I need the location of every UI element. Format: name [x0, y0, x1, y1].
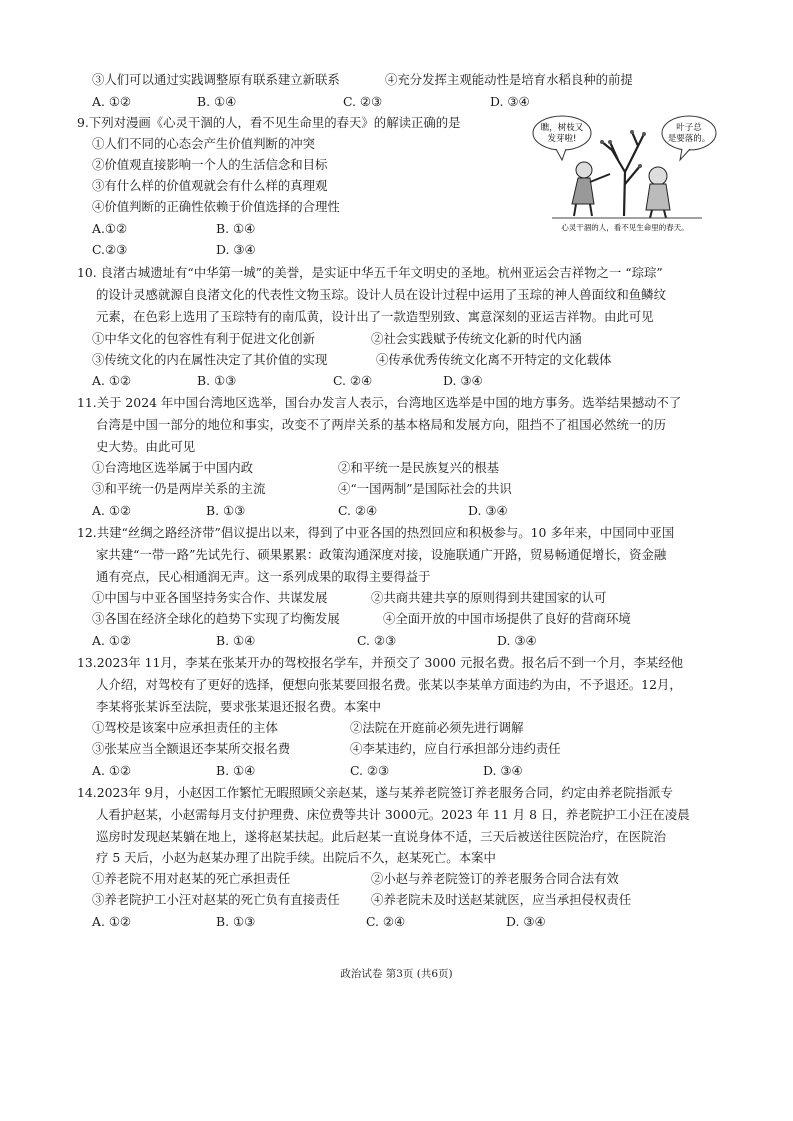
q8-option-3: ③人们可以通过实践调整原有联系建立新联系 — [92, 72, 340, 87]
q13-option-4: ④李某违约，应自行承担部分违约责任 — [350, 741, 561, 756]
q10-stem-line3: 元素，在色彩上选用了玉琮特有的南瓜黄，设计出了一款造型别致、寓意深刻的亚运吉祥物。由此可见 — [96, 309, 654, 324]
q14-option-4: ④养老院未及时送赵某就医，应当承担侵权责任 — [371, 892, 632, 907]
q9-stem: 9.下列对漫画《心灵干涸的人，看不见生命里的春天》的解读正确的是 — [77, 115, 461, 130]
q8-answer-c: C. ②③ — [343, 94, 383, 109]
q13-answer-a: A. ①② — [92, 763, 132, 778]
q10-answer-a: A. ①② — [92, 373, 132, 388]
q9-option-4: ④价值判断的正确性依赖于价值选择的合理性 — [92, 199, 340, 214]
q9-option-1: ①人们不同的心态会产生价值判断的冲突 — [92, 136, 316, 151]
q12-stem-line1: 12.共建“丝绸之路经济带”倡议提出以来，得到了中亚各国的热烈回应和积极参与。10 多年来，中国同中亚国 — [77, 525, 675, 540]
q13-answer-b: B. ①④ — [216, 763, 256, 778]
q11-answer-c: C. ②④ — [338, 503, 378, 518]
q10-stem-line1: 10. 良渚古城遗址有“中华第一城”的美誉，是实证中华五千年文明史的圣地。杭州亚运会吉祥物之一 “琮琮” — [77, 265, 663, 280]
q8-answer-b: B. ①④ — [197, 94, 237, 109]
q11-option-4: ④“一国两制”是国际社会的共识 — [338, 481, 512, 496]
q14-option-1: ①养老院不用对赵某的死亡承担责任 — [92, 871, 291, 886]
q11-option-2: ②和平统一是民族复兴的根基 — [338, 460, 500, 475]
q12-answer-b: B. ①④ — [216, 633, 256, 648]
q9-cartoon — [532, 112, 718, 234]
q12-answer-a: A. ①② — [92, 633, 132, 648]
q9-option-2: ②价值观直接影响一个人的生活信念和目标 — [92, 157, 328, 172]
q11-stem-line2: 台湾是中国一部分的地位和事实，改变不了两岸关系的基本格局和发展方向，阻挡不了祖国必然统一的历 — [96, 417, 666, 432]
q12-answer-c: C. ②③ — [357, 633, 397, 648]
q9-answer-c: C.②③ — [92, 242, 128, 257]
q10-answer-c: C. ②④ — [333, 373, 373, 388]
q13-option-1: ①驾校是该案中应承担责任的主体 — [92, 720, 278, 735]
q12-stem-line3: 通有亮点，民心相通润无声。这一系列成果的取得主要得益于 — [96, 569, 431, 584]
q13-answer-d: D. ③④ — [483, 763, 523, 778]
q10-option-2: ②社会实践赋予传统文化新的时代内涵 — [371, 331, 582, 346]
q14-stem-line2: 人看护赵某，小赵需每月支付护理费、床位费等共计 3000元。2023 年 11 月 8 日，养老院护工小汪在凌晨 — [96, 807, 690, 822]
q14-stem-line3: 巡房时发现赵某躺在地上，遂将赵某扶起。此后赵某一直说身体不适，三天后被送往医院治疗，在医院治 — [96, 829, 666, 844]
q13-answer-c: C. ②③ — [350, 763, 390, 778]
q13-stem-line3: 李某将张某诉至法院，要求张某退还报名费。本案中 — [96, 699, 381, 714]
q12-answer-d: D. ③④ — [497, 633, 537, 648]
q12-option-1: ①中国与中亚各国坚持务实合作、共谋发展 — [92, 590, 328, 605]
bubble-left-line1: 瞧，树枝又 — [540, 123, 584, 133]
cartoon-drawing — [532, 112, 718, 234]
q14-answer-c: C. ②④ — [366, 914, 406, 929]
q11-answer-b: B. ①③ — [206, 503, 246, 518]
q14-option-3: ③养老院护工小汪对赵某的死亡负有直接责任 — [92, 892, 340, 907]
q11-answer-d: D. ③④ — [468, 503, 508, 518]
bubble-left-line2: 发芽啦! — [547, 134, 577, 144]
q13-option-3: ③张某应当全额退还李某所交报名费 — [92, 741, 291, 756]
q12-option-2: ②共商共建共享的原则得到共建国家的认可 — [371, 590, 607, 605]
bubble-right-line1: 叶子总 — [676, 123, 702, 133]
page-footer: 政治试卷 第3页 (共6页) — [340, 968, 453, 980]
q8-option-4: ④充分发挥主观能动性是培育水稻良种的前提 — [385, 72, 633, 87]
q10-answer-b: B. ①③ — [197, 373, 237, 388]
q8-answer-a: A. ①② — [92, 94, 132, 109]
q10-option-3: ③传统文化的内在属性决定了其价值的实现 — [92, 352, 328, 367]
q14-stem-line1: 14.2023年 9月，小赵因工作繁忙无暇照顾父亲赵某，遂与某养老院签订养老服务合同，约定由养老院指派专 — [77, 785, 673, 800]
q12-stem-line2: 家共建“一带一路”先试先行、硕果累累：政策沟通深度对接，设施联通广开路，贸易畅通促增长，资金融 — [96, 547, 667, 562]
q14-answer-a: A. ①② — [92, 914, 132, 929]
q14-answer-d: D. ③④ — [506, 914, 546, 929]
cartoon-caption: 心灵干涸的人，看不见生命里的春天。 — [561, 223, 689, 232]
q14-stem-line4: 疗 5 天后，小赵为赵某办理了出院手续。出院后不久，赵某死亡。本案中 — [96, 850, 496, 865]
q12-option-3: ③各国在经济全球化的趋势下实现了均衡发展 — [92, 611, 340, 626]
q14-option-2: ②小赵与养老院签订的养老服务合同合法有效 — [371, 871, 619, 886]
q10-stem-line2: 的设计灵感就源自良渚文化的代表性文物玉琮。设计人员在设计过程中运用了玉琮的神人兽面纹和鱼鳞纹 — [96, 287, 666, 302]
q14-answer-b: B. ①③ — [216, 914, 256, 929]
q11-stem-line1: 11.关于 2024 年中国台湾地区选举，国台办发言人表示，台湾地区选举是中国的地方事务。选举结果撼动不了 — [77, 395, 682, 410]
q10-answer-d: D. ③④ — [443, 373, 483, 388]
q10-option-4: ④传承优秀传统文化离不开特定的文化载体 — [376, 352, 612, 367]
q11-option-3: ③和平统一仍是两岸关系的主流 — [92, 481, 266, 496]
q11-stem-line3: 史大势。由此可见 — [96, 439, 196, 454]
q8-answer-d: D. ③④ — [490, 94, 530, 109]
q11-option-1: ①台湾地区选举属于中国内政 — [92, 460, 254, 475]
q13-option-2: ②法院在开庭前必须先进行调解 — [350, 720, 524, 735]
q9-option-3: ③有什么样的价值观就会有什么样的真理观 — [92, 178, 328, 193]
q10-option-1: ①中华文化的包容性有利于促进文化创新 — [92, 331, 316, 346]
q13-stem-line1: 13.2023年 11月，李某在张某开办的驾校报名学车，并预交了 3000 元报名费。报名后不到一个月，李某经他 — [77, 655, 683, 670]
q9-answer-b: B. ①④ — [216, 221, 256, 236]
bubble-right-line2: 是要落的。 — [667, 134, 711, 144]
q13-stem-line2: 人介绍，对驾校有了更好的选择，便想向张某要回报名费。张某以李某单方面违约为由，不予退还。12月， — [96, 677, 682, 692]
q9-answer-d: D. ③④ — [216, 242, 256, 257]
q11-answer-a: A. ①② — [92, 503, 132, 518]
q9-answer-a: A.①② — [92, 221, 128, 236]
q12-option-4: ④全面开放的中国市场提供了良好的营商环境 — [383, 611, 631, 626]
